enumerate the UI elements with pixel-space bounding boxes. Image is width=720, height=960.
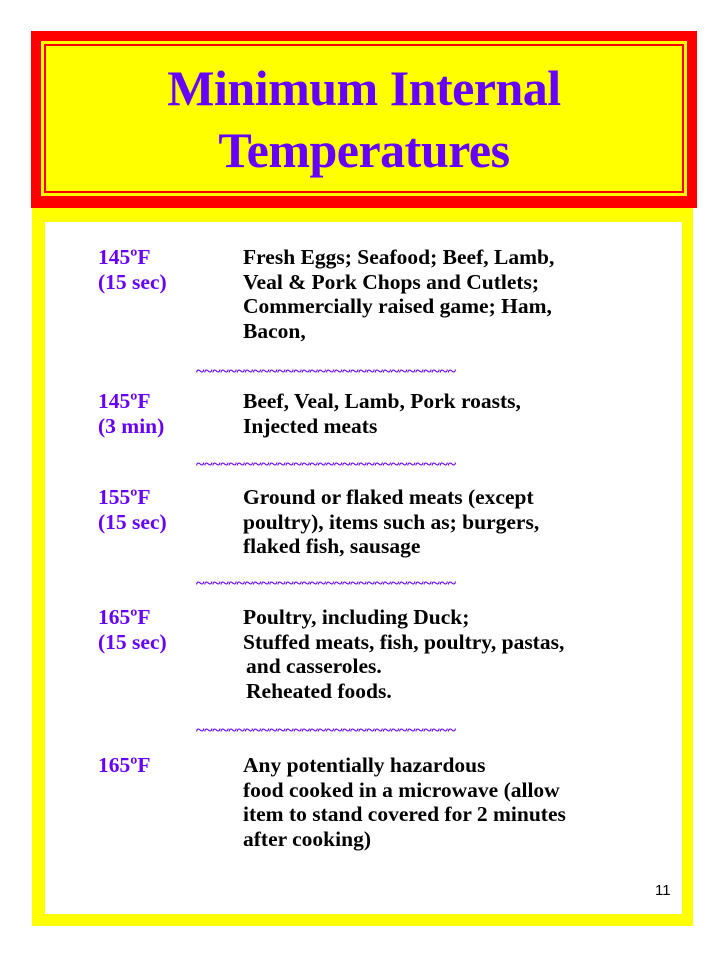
description-line: flaked fish, sausage xyxy=(243,534,421,558)
page-title xyxy=(167,57,560,181)
temperature-label xyxy=(98,245,238,294)
food-description xyxy=(243,485,683,559)
hold-duration: (15 sec) xyxy=(98,509,167,534)
temperature-label xyxy=(98,389,238,438)
description-line: Beef, Veal, Lamb, Pork roasts, xyxy=(243,389,521,413)
description-line: Commercially raised game; Ham, xyxy=(243,294,552,318)
page-title-line-2: Temperatures xyxy=(218,121,510,178)
description-line: Stuffed meats, fish, poultry, pastas, xyxy=(243,629,565,654)
page-number: 11 xyxy=(655,882,671,899)
temperature-label xyxy=(98,605,238,654)
title-banner-inner xyxy=(44,44,684,193)
description-line: Fresh Eggs; Seafood; Beef, Lamb, xyxy=(243,245,555,269)
food-description xyxy=(243,389,683,438)
title-banner xyxy=(31,31,697,208)
hold-duration: (3 min) xyxy=(98,413,165,438)
temperature-value: 155ºF xyxy=(98,485,151,509)
description-line: food cooked in a microwave (allow xyxy=(243,777,560,802)
hold-duration: (15 sec) xyxy=(98,629,167,654)
description-line: Veal & Pork Chops and Cutlets; xyxy=(243,269,540,294)
description-line: Injected meats xyxy=(243,413,378,438)
food-description xyxy=(243,605,683,703)
title-banner-stripe xyxy=(41,41,687,196)
description-line: Reheated foods. xyxy=(246,678,392,703)
separator: ~~~~~~~~~~~~~~~~~~~~~~~~~~~~~~~~ xyxy=(196,575,456,592)
separator: ~~~~~~~~~~~~~~~~~~~~~~~~~~~~~~~~ xyxy=(196,363,456,380)
temperature-value: 145ºF xyxy=(98,245,151,269)
hold-duration: (15 sec) xyxy=(98,269,167,294)
description-line: Ground or flaked meats (except xyxy=(243,485,534,509)
food-description xyxy=(243,245,683,343)
description-line: Any potentially hazardous xyxy=(243,753,486,777)
temperature-value: 165ºF xyxy=(98,605,151,629)
page-title-line-1: Minimum Internal xyxy=(167,59,561,116)
description-line: poultry), items such as; burgers, xyxy=(243,509,540,534)
temperature-value: 165ºF xyxy=(98,753,151,777)
description-line: after cooking) xyxy=(243,826,371,851)
temperature-label xyxy=(98,485,238,534)
description-line: Poultry, including Duck; xyxy=(243,605,470,629)
separator: ~~~~~~~~~~~~~~~~~~~~~~~~~~~~~~~~ xyxy=(196,722,456,739)
temperature-value: 145ºF xyxy=(98,389,151,413)
separator: ~~~~~~~~~~~~~~~~~~~~~~~~~~~~~~~~ xyxy=(196,456,456,473)
food-description xyxy=(243,753,683,851)
temperature-label xyxy=(98,753,238,778)
description-line: Bacon, xyxy=(243,318,306,343)
description-line: and casseroles. xyxy=(246,654,382,678)
description-line: item to stand covered for 2 minutes xyxy=(243,802,566,826)
